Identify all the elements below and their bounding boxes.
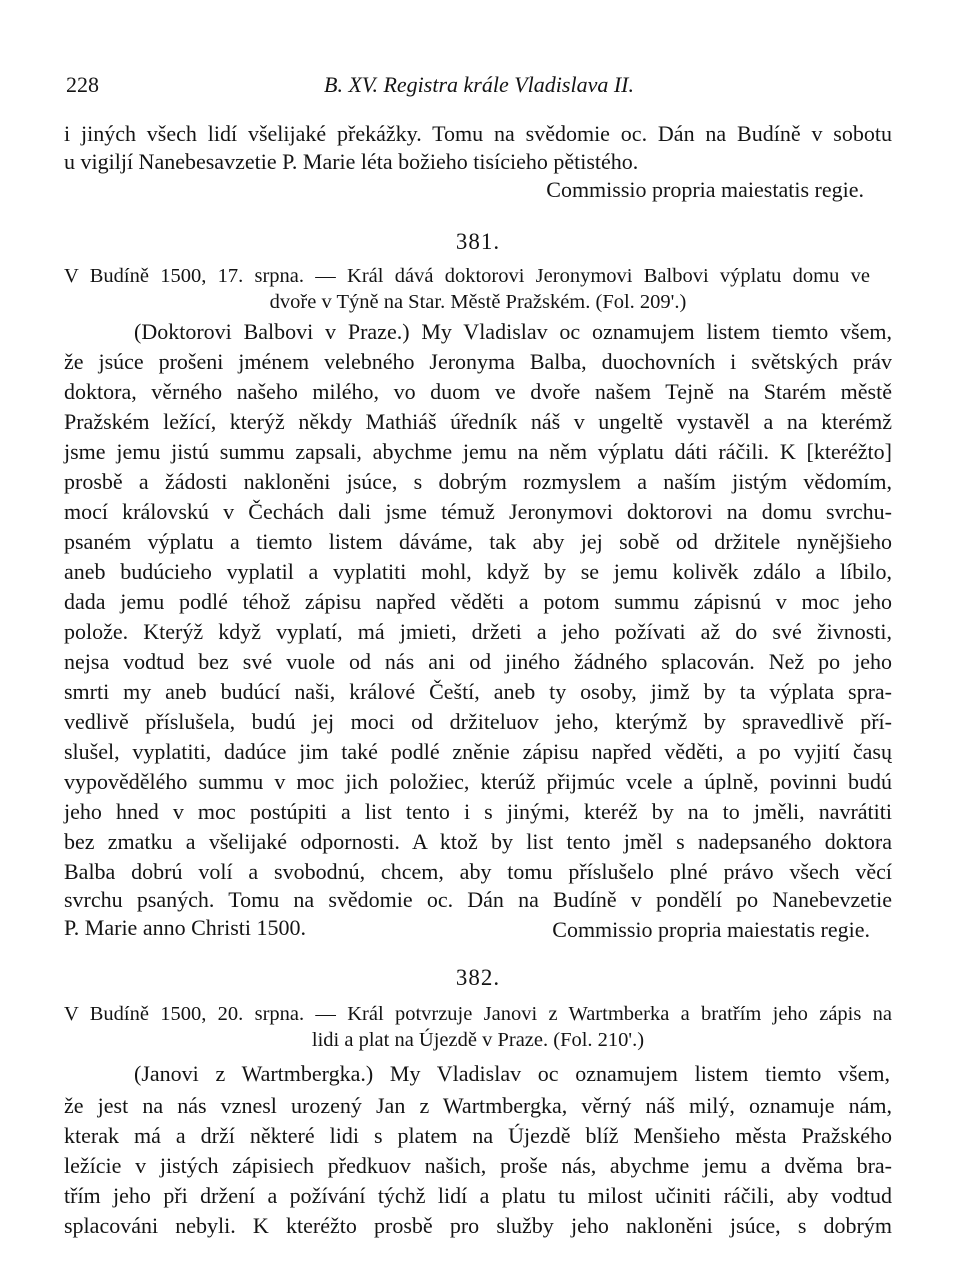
page-header [66, 62, 892, 102]
text-line: jsme jemu jistú summu zapsali, abychme jemu na něm výplatu dáti ráčili. K [kteréžto] [64, 439, 892, 464]
regest-line: V Budíně 1500, 20. srpna. — Král potvrzuje Janovi z Wartmberka a bratřím jeho zápis na [64, 1003, 892, 1025]
text-line: aneb budúcieho vyplatil a vyplatiti mohl, když by se jemu kolivěk zdálo a líbilo, [64, 559, 892, 584]
document-number: 382. [455, 965, 501, 990]
running-title: B. XV. Registra krále Vladislava II. [324, 72, 634, 97]
regest-line: V Budíně 1500, 17. srpna. — Král dává doktorovi Jeronymovi Balbovi výplatu domu ve [64, 265, 870, 287]
regest-line: dvoře v Týně na Star. Městě Pražském. (Fol. 209'.) [269, 291, 687, 313]
text-line: smrti my aneb budúcí naši, králové Čeští, aneb ty osoby, jimž by ta výplata spra- [64, 679, 892, 704]
signature-line: Commissio propria maiestatis regie. [552, 917, 870, 942]
text-line: (Doktorovi Balbovi v Praze.) My Vladislav oc oznamujem listem tiemto všem, [134, 319, 892, 344]
text-line: vypověděléhо summu v moc jich položiec, kterúž přijmúc vcele a úplně, povinni budú [64, 769, 892, 794]
text-line: jeho hned v moc postúpiti a list tento i s jinými, kteréž by na to jměli, navrátiti [64, 799, 892, 824]
text-line: psaném výplatu a tiemto listem dáváme, tak aby jej sobě od držitele nynějšieho [64, 529, 892, 554]
text-line: P. Marie anno Christi 1500. [64, 915, 306, 940]
signature-line: Commissio propria maiestatis regie. [546, 177, 864, 202]
text-line: (Janovi z Wartmbergka.) My Vladislav oc oznamujem listem tiemto všem, [134, 1061, 890, 1086]
text-line: i jiných všech lidí všelijaké překážky. Tomu na svědomie oc. Dán na Budíně v sobotu [64, 121, 892, 146]
text-line: bez zmatku a všelijaké odpornosti. A ktož by list tento jměl s nadepsaného doktora [64, 829, 892, 854]
document-number: 381. [455, 229, 501, 254]
text-line: že jsúce prošeni jménem velebného Jeronyma Balba, duochovních i světských práv [64, 349, 892, 374]
text-line: mocí královskú v Čechách dali jsme témuž Jeronymovi doktorovi na domu svrchu- [64, 499, 892, 524]
text-line: Pražském ležící, kterýž někdy Mathiáš úředník náš v ungeltě vystavěl a na kterémž [64, 409, 892, 434]
text-line: polože. Kterýž když vyplatí, má jmieti, držeti a jeho požívati až do své živnosti, [64, 619, 892, 644]
text-line: vedlivě příslušela, budú jej moci od držiteluov jeho, kterýmž by spravedlivě pří- [64, 709, 892, 734]
text-line: kterak má a drží některé lidi s platem na Újezdě blíž Menšieho města Pražského [64, 1123, 892, 1148]
text-line: svrchu psaných. Tomu na svědomie oc. Dán na Budíně v pondělí po Nanebevzetie [64, 887, 892, 912]
text-line: slušel, vyplatiti, dadúce jim také podlé zněnie zápisu napřed věděti, a po vyjití časų [64, 739, 892, 764]
page-number: 228 [66, 72, 99, 97]
text-line: dada jemu podlé téhož zápisu napřed věděti a potom summu zápisnú v moc jeho [64, 589, 892, 614]
text-line: u vigiljí Nanebesavzetie P. Marie léta božieho tisícieho pětistého. [64, 149, 639, 174]
text-line: splacováni nebyli. K kteréžto prosbě pro služby jeho nakloněni jsúce, s dobrým [64, 1213, 892, 1238]
text-line: ležície v jistých zápisiech předkuov našich, proše nás, abychme jemu a dvěma bra- [64, 1153, 892, 1178]
regest-line: lidi a plat na Újezdě v Praze. (Fol. 210'.) [311, 1029, 645, 1051]
text-line: nejsa vodtud bez své vuole od nás ani od jiného žádného splacován. Než po jeho [64, 649, 892, 674]
text-line: třím jeho při držení a požívání týchž lidí a platu tu milost učiniti ráčili, aby vodtud [64, 1183, 892, 1208]
text-line: že jest na nás vznesl urozený Jan z Wartmbergka, věrný náš milý, oznamuje nám, [64, 1093, 892, 1118]
text-line: Balba dobrú volí a svobodnú, chcem, aby tomu příslušelo plné právo všech věcí [64, 859, 892, 884]
text-line: prosbě a žádosti nakloněni jsúce, s dobrým rozmyslem a naším jistým vědomím, [64, 469, 892, 494]
text-line: doktora, věrného našeho milého, vo duom ve dvoře našem Tejně na Starém městě [64, 379, 892, 404]
